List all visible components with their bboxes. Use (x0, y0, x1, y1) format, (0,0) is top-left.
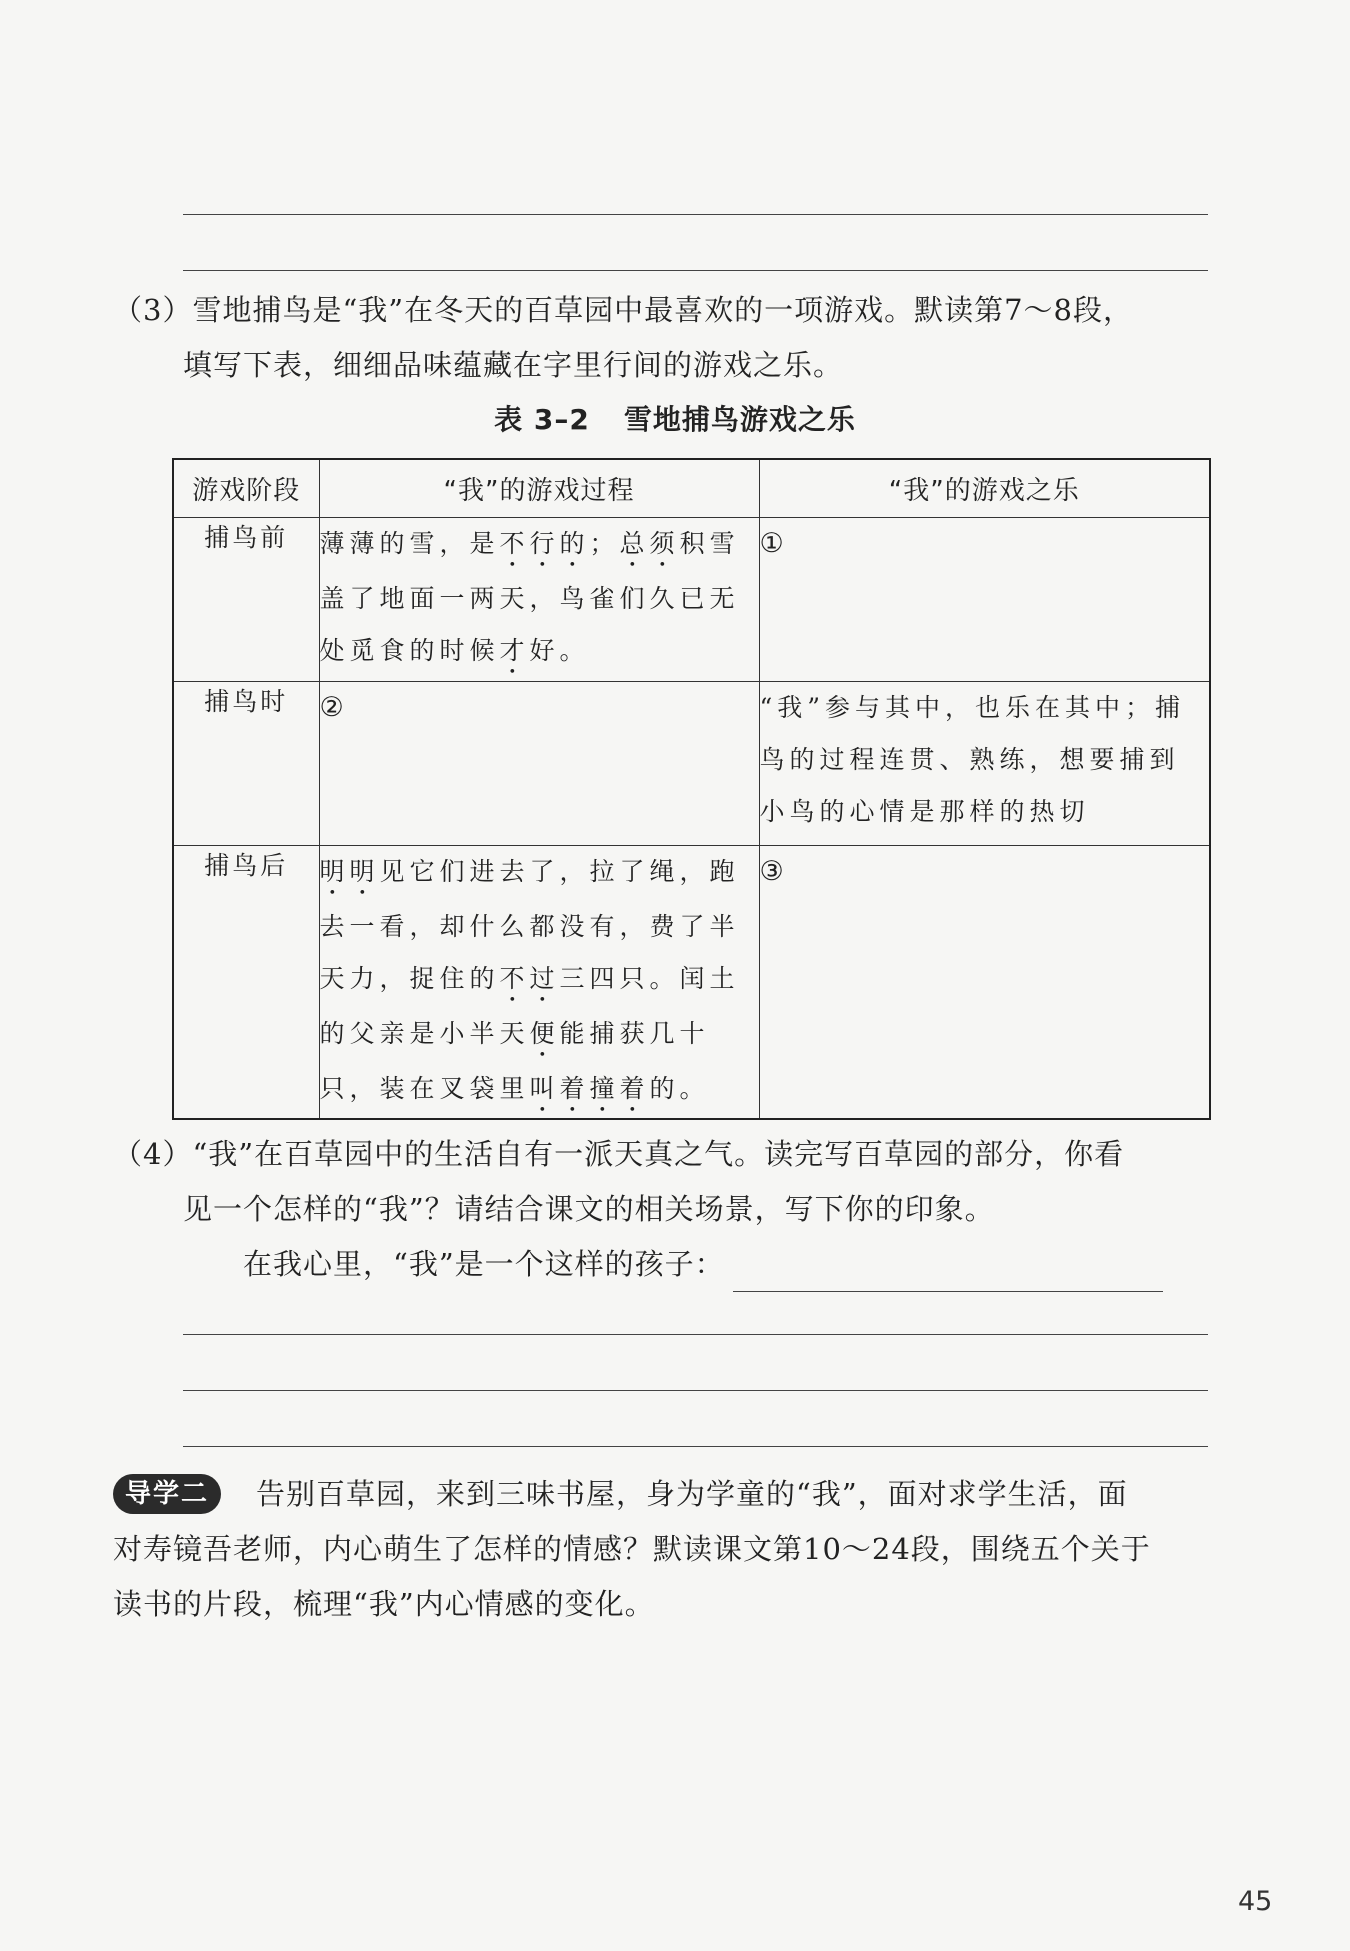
table-row (173, 846, 1210, 1120)
guide-badge (113, 1474, 221, 1514)
process-cell: 薄薄的雪，是不行的；总须积雪盖了地面一两天，鸟雀们久已无处觅食的时候才好。 (319, 518, 759, 682)
answer-line[interactable] (733, 1257, 1163, 1292)
emphasis-text: 总须 (619, 529, 680, 558)
emphasis-text: 才 (499, 636, 530, 665)
table-row (173, 682, 1210, 846)
emphasis-text: 不过 (499, 964, 560, 993)
emphasis-text: 明明 (319, 857, 380, 886)
guide-line-1: 告别百草园，来到三味书屋，身为学童的“我”，面对求学生活，面 (256, 1477, 1128, 1511)
stage-cell: 捕鸟时 (173, 682, 319, 846)
process-cell: 明明见它们进去了，拉了绳，跑去一看，却什么都没有，费了半天力，捉住的不过三四只。闰土的父亲是小半天便能捕获几十只，装在叉袋里叫着撞着的。 (319, 846, 759, 1120)
joy-cell[interactable] (759, 518, 1210, 682)
process-cell[interactable] (319, 682, 759, 846)
table-caption-label: 表 3–2 (494, 403, 590, 436)
prompt-text: 在我心里，“我”是一个这样的孩子： (243, 1247, 725, 1281)
question-3-line-2: 填写下表，细细品味蕴藏在字里行间的游戏之乐。 (183, 348, 844, 382)
emphasis-text: 便 (529, 1019, 560, 1048)
header-stage: 游戏阶段 (173, 459, 319, 518)
answer-line (183, 214, 1208, 215)
header-joy: “我”的游戏之乐 (759, 459, 1210, 518)
answer-line[interactable] (183, 1334, 1208, 1335)
table-caption-title: 雪地捕鸟游戏之乐 (623, 403, 856, 436)
stage-cell: 捕鸟后 (173, 846, 319, 1120)
question-4-prompt (243, 1237, 1163, 1292)
emphasis-text: 不行的 (499, 529, 590, 558)
header-process: “我”的游戏过程 (319, 459, 759, 518)
question-4-line-1: （4）“我”在百草园中的生活自有一派天真之气。读完写百草园的部分，你看 (113, 1137, 1125, 1171)
question-3-line-1: （3）雪地捕鸟是“我”在冬天的百草园中最喜欢的一项游戏。默读第7～8段， (113, 293, 1134, 327)
answer-blank-marker: ③ (759, 856, 784, 887)
answer-blank-marker: ② (319, 692, 344, 723)
stage-cell: 捕鸟前 (173, 518, 319, 682)
answer-line (183, 270, 1208, 271)
emphasis-text: 叫着撞着 (529, 1074, 650, 1103)
guide-line-3: 读书的片段，梳理“我”内心情感的变化。 (113, 1587, 655, 1621)
game-table (172, 458, 1211, 1120)
table-header-row (173, 459, 1210, 518)
table-row (173, 518, 1210, 682)
answer-line[interactable] (183, 1390, 1208, 1391)
joy-cell[interactable] (759, 846, 1210, 1120)
table-caption (0, 398, 1350, 438)
page-number: 45 (1238, 1886, 1273, 1917)
guide-badge-label: 导学二 (124, 1479, 209, 1509)
answer-line[interactable] (183, 1446, 1208, 1447)
guide-line-2: 对寿镜吾老师，内心萌生了怎样的情感？默读课文第10～24段，围绕五个关于 (113, 1532, 1151, 1566)
joy-cell: “我”参与其中，也乐在其中；捕鸟的过程连贯、熟练，想要捕到小鸟的心情是那样的热切 (759, 682, 1210, 846)
question-4-line-2: 见一个怎样的“我”？请结合课文的相关场景，写下你的印象。 (183, 1192, 995, 1226)
answer-blank-marker: ① (759, 528, 784, 559)
